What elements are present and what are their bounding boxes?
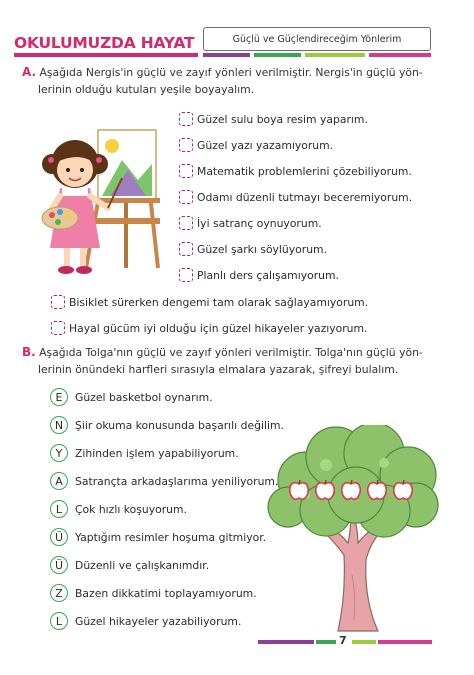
tree-illustration [266, 425, 446, 635]
section-a-instruction [22, 64, 442, 98]
item-text: Yaptığım resimler hoşuma gitmiyor. [75, 530, 267, 544]
apple-answer-row [288, 479, 414, 501]
footer-bar-lime [352, 640, 376, 644]
list-item [50, 551, 284, 579]
letter-badge: Z [50, 584, 68, 602]
item-text: Güzel basketbol oynarım. [75, 390, 213, 404]
color-checkbox[interactable] [179, 268, 193, 282]
footer-bar-purple [258, 640, 314, 644]
apple-slot-icon[interactable] [288, 479, 310, 501]
section-b-list [50, 383, 284, 635]
topic-box [203, 27, 431, 51]
apple-slot-icon[interactable] [366, 479, 388, 501]
item-text: Bazen dikkatimi toplayamıyorum. [75, 586, 257, 600]
section-a-line1: Aşağıda Nergis'in güçlü ve zayıf yönleri verilmiştir. Nergis'in güçlü yön- [39, 66, 423, 79]
footer-bar-magenta [378, 640, 432, 644]
header-bar-pink [14, 53, 198, 57]
apple-slot-icon[interactable] [340, 479, 362, 501]
letter-badge: L [50, 612, 68, 630]
color-checkbox[interactable] [179, 138, 193, 152]
list-item [50, 411, 284, 439]
item-text: Güzel yazı yazamıyorum. [197, 138, 334, 152]
color-checkbox[interactable] [179, 164, 193, 178]
item-text: Hayal gücüm iyi olduğu için güzel hikayeler yazıyorum. [69, 321, 368, 335]
list-item [50, 579, 284, 607]
page-title: OKULUMUZDA HAYAT [14, 34, 195, 52]
item-text: Bisiklet sürerken dengemi tam olarak sağlayamıyorum. [69, 295, 369, 309]
color-checkbox[interactable] [51, 295, 65, 309]
list-item [51, 289, 368, 315]
item-text: Güzel şarkı söylüyorum. [197, 242, 328, 256]
section-a-line2: lerinin olduğu kutuları yeşile boyayalım. [38, 83, 255, 96]
item-text: İyi satranç oynuyorum. [197, 216, 322, 230]
apple-slot-icon[interactable] [314, 479, 336, 501]
header-bar-lime [305, 53, 365, 57]
header-bar-green [254, 53, 301, 57]
section-b-line2: lerinin önündeki harfleri sırasıyla elmalara yazarak, şifreyi bulalım. [38, 363, 399, 376]
item-text: Matematik problemlerini çözebiliyorum. [197, 164, 412, 178]
list-item [179, 236, 412, 262]
letter-badge: N [50, 416, 68, 434]
section-a-list-bottom [51, 289, 368, 341]
letter-badge: L [50, 500, 68, 518]
item-text: Planlı ders çalışamıyorum. [197, 268, 339, 282]
section-b-instruction [22, 344, 442, 378]
color-checkbox[interactable] [179, 112, 193, 126]
list-item [50, 383, 284, 411]
list-item [179, 158, 412, 184]
letter-badge: E [50, 388, 68, 406]
color-checkbox[interactable] [179, 242, 193, 256]
item-text: Güzel hikayeler yazabiliyorum. [75, 614, 242, 628]
topic-label: Güçlü ve Güçlendireceğim Yönlerim [232, 33, 402, 45]
item-text: Satrançta arkadaşlarıma yeniliyorum. [75, 474, 279, 488]
letter-badge: Y [50, 444, 68, 462]
list-item [50, 495, 284, 523]
list-item [179, 132, 412, 158]
letter-badge: A [50, 472, 68, 490]
section-a-letter: A. [22, 65, 37, 79]
item-text: Düzenli ve çalışkanımdır. [75, 558, 210, 572]
section-b-line1: Aşağıda Tolga'nın güçlü ve zayıf yönleri verilmiştir. Tolga'nın güçlü yön- [39, 346, 423, 359]
header-bar-magenta [369, 53, 431, 57]
apple-slot-icon[interactable] [392, 479, 414, 501]
list-item [179, 106, 412, 132]
color-checkbox[interactable] [179, 216, 193, 230]
list-item [50, 523, 284, 551]
list-item [50, 607, 284, 635]
item-text: Şiir okuma konusunda başarılı değilim. [75, 418, 284, 432]
letter-badge: Ü [50, 528, 68, 546]
footer-bar-green [316, 640, 336, 644]
list-item [51, 315, 368, 341]
list-item [179, 210, 412, 236]
item-text: Odamı düzenli tutmayı beceremiyorum. [197, 190, 413, 204]
list-item [50, 467, 284, 495]
list-item [179, 262, 412, 288]
girl-painting-illustration [38, 118, 168, 278]
section-a-list [179, 106, 412, 288]
item-text: Zihinden işlem yapabiliyorum. [75, 446, 239, 460]
section-b-letter: B. [22, 345, 36, 359]
item-text: Çok hızlı koşuyorum. [75, 502, 187, 516]
header-bar-purple [203, 53, 250, 57]
color-checkbox[interactable] [51, 321, 65, 335]
item-text: Güzel sulu boya resim yaparım. [197, 112, 368, 126]
letter-badge: Ü [50, 556, 68, 574]
page-number: 7 [339, 634, 347, 647]
list-item [50, 439, 284, 467]
color-checkbox[interactable] [179, 190, 193, 204]
list-item [179, 184, 412, 210]
